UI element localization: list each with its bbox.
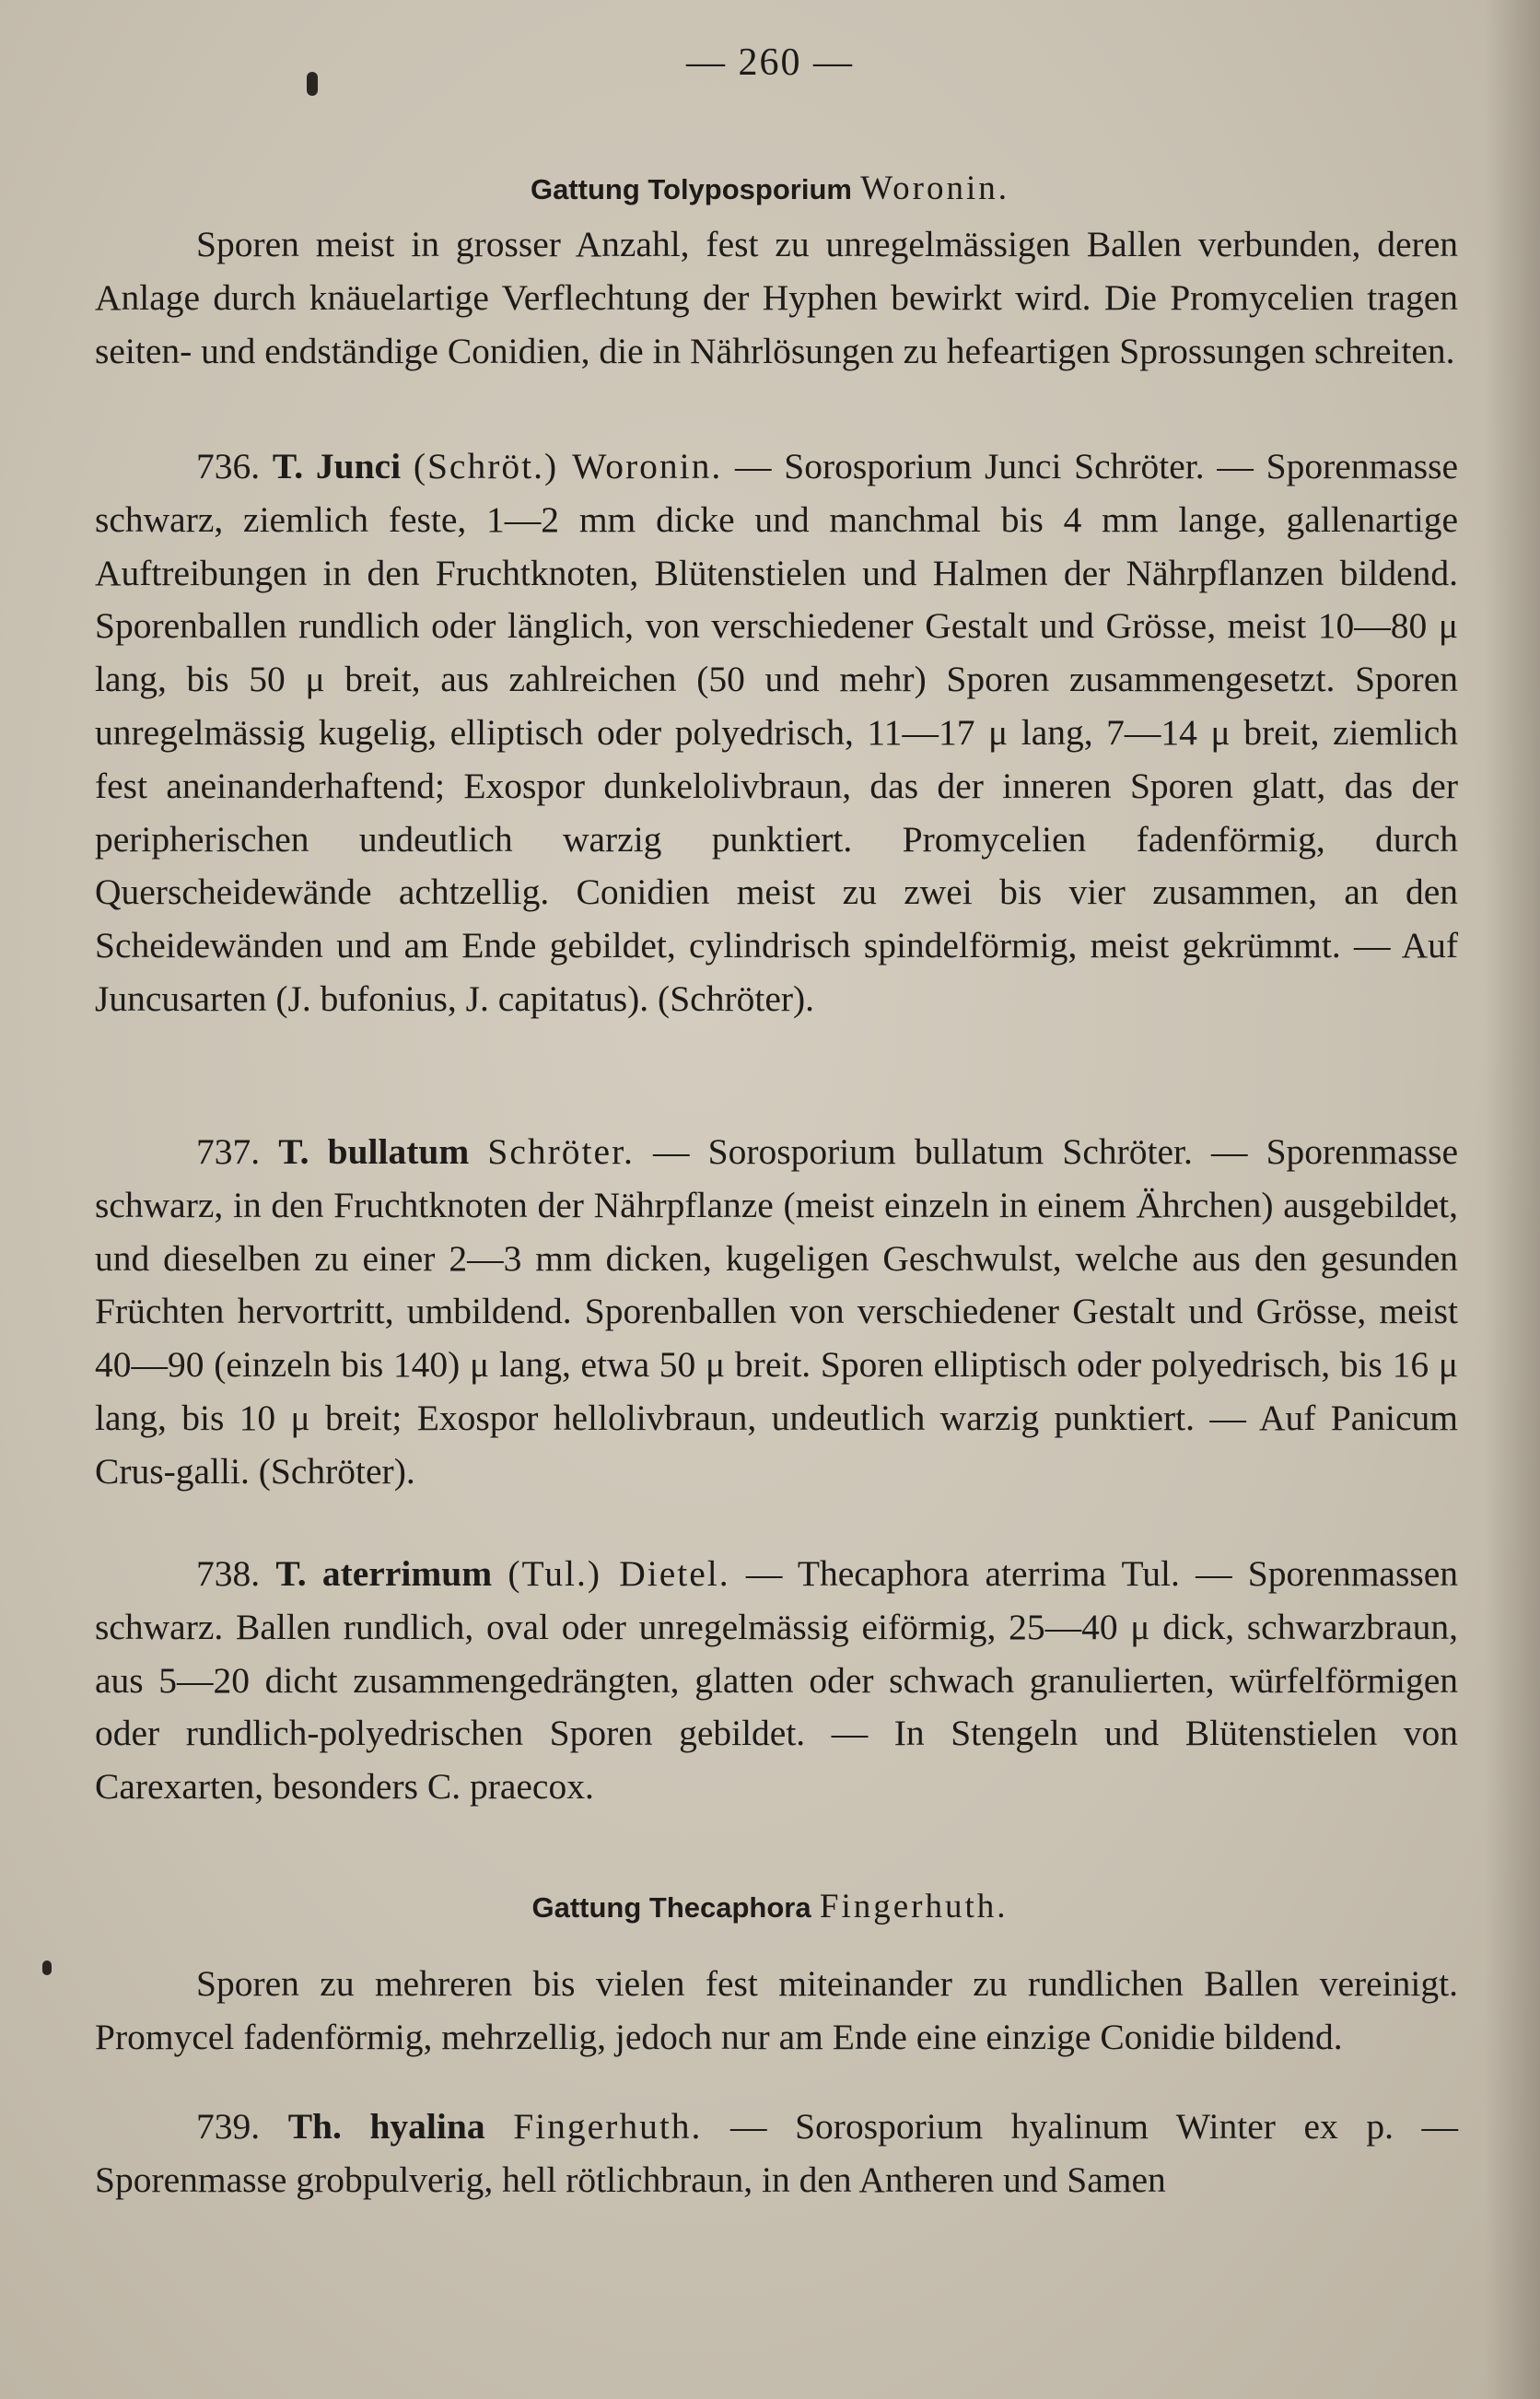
species-author: (Tul.) Dietel. <box>508 1553 730 1594</box>
species-description: — Sorosporium bullatum Schröter. — Sporenmasse schwarz, in den Fruchtknoten der Nährpflanze (meist einzeln in einem Ährchen) ausgebildet, und dieselben zu einer 2—3 mm dicken, kugeligen Geschwulst, welche aus den gesunden Früchten hervortritt, umbildend. Sporenballen von verschiedener Gestalt und Grösse, meist 40—90 (einzeln bis 140) μ lang, etwa 50 μ breit. Sporen elliptisch oder polyedrisch, bis 16 μ lang, bis 10 μ breit; Exospor hellolivbraun, undeutlich warzig punktiert. — Auf Panicum Crus-galli. (Schröter). <box>95 1131 1459 1492</box>
section-heading <box>0 169 1540 208</box>
species-description: — Sorosporium hyalinum Winter ex p. — Sporenmasse grobpulverig, hell rötlichbraun, in den Antheren und Samen <box>95 2106 1459 2200</box>
entry-number: 737. <box>196 1131 261 1172</box>
genus-description-text: Sporen zu mehreren bis vielen fest miteinander zu rundlichen Ballen vereinigt. Promycel fadenförmig, mehrzellig, jedoch nur am Ende eine einzige Conidie bildend. <box>95 1963 1458 2057</box>
species-name: Th. hyalina <box>287 2106 485 2147</box>
entry-number: 739. <box>196 2106 261 2147</box>
species-entry <box>95 440 1458 1026</box>
page-edge-shadow <box>1485 0 1540 2399</box>
genus-description-text: Sporen meist in grosser Anzahl, fest zu unregelmässigen Ballen verbunden, deren Anlage durch knäuelartige Verflechtung der Hyphen bewirkt wird. Die Promycelien tragen seiten- und endständige Conidien, die in Nährlösungen zu hefeartigen Sprossungen schreiten. <box>95 224 1458 371</box>
genus-label: Gattung Thecaphora <box>531 1891 811 1924</box>
genus-description <box>95 218 1458 378</box>
genus-author: Woronin. <box>860 170 1010 207</box>
species-author: (Schröt.) Woronin. <box>413 446 723 486</box>
genus-label: Gattung Tolyposporium <box>530 173 852 205</box>
species-name: T. Junci <box>272 446 402 486</box>
genus-description <box>95 1958 1458 2065</box>
ink-blot-mark <box>42 1960 52 1975</box>
entry-number: 736. <box>196 446 261 486</box>
species-entry <box>95 1126 1458 1499</box>
species-author: Schröter. <box>487 1131 635 1172</box>
species-description: — Thecaphora aterrima Tul. — Sporenmassen schwarz. Ballen rundlich, oval oder unregelmässig eiförmig, 25—40 μ dick, schwarzbraun, aus 5—20 dicht zusammengedrängten, glatten oder schwach granulierten, würfelförmigen oder rundlich-polyedrischen Sporen gebildet. — In Stengeln und Blütenstielen von Carexarten, besonders C. praecox. <box>95 1553 1458 1808</box>
genus-author: Fingerhuth. <box>819 1888 1009 1925</box>
species-name: T. aterrimum <box>275 1553 493 1594</box>
section-heading <box>0 1887 1540 1926</box>
species-entry <box>95 1548 1458 1814</box>
entry-number: 738. <box>196 1553 261 1594</box>
species-name: T. bullatum <box>278 1131 470 1172</box>
species-author: Fingerhuth. <box>513 2106 703 2147</box>
species-description: — Sorosporium Junci Schröter. — Sporenmasse schwarz, ziemlich feste, 1—2 mm dicke und manchmal bis 4 mm lange, gallenartige Auftreibungen in den Fruchtknoten, Blütenstielen und Halmen der Nährpflanzen bildend. Sporenballen rundlich oder länglich, von verschiedener Gestalt und Grösse, meist 10—80 μ lang, bis 50 μ breit, aus zahlreichen (50 und mehr) Sporen zusammengesetzt. Sporen unregelmässig kugelig, elliptisch oder polyedrisch, 11—17 μ lang, 7—14 μ breit, ziemlich fest aneinanderhaftend; Exospor dunkelolivbraun, das der inneren Sporen glatt, das der peripherischen undeutlich warzig punktiert. Promycelien fadenförmig, durch Querscheidewände achtzellig. Conidien meist zu zwei bis vier zusammen, an den Scheidewänden und am Ende gebildet, cylindrisch spindelförmig, meist gekrümmt. — Auf Juncusarten (J. bufonius, J. capitatus). (Schröter). <box>95 446 1459 1019</box>
page-number: — 260 — <box>686 41 854 84</box>
species-entry <box>95 2101 1458 2207</box>
